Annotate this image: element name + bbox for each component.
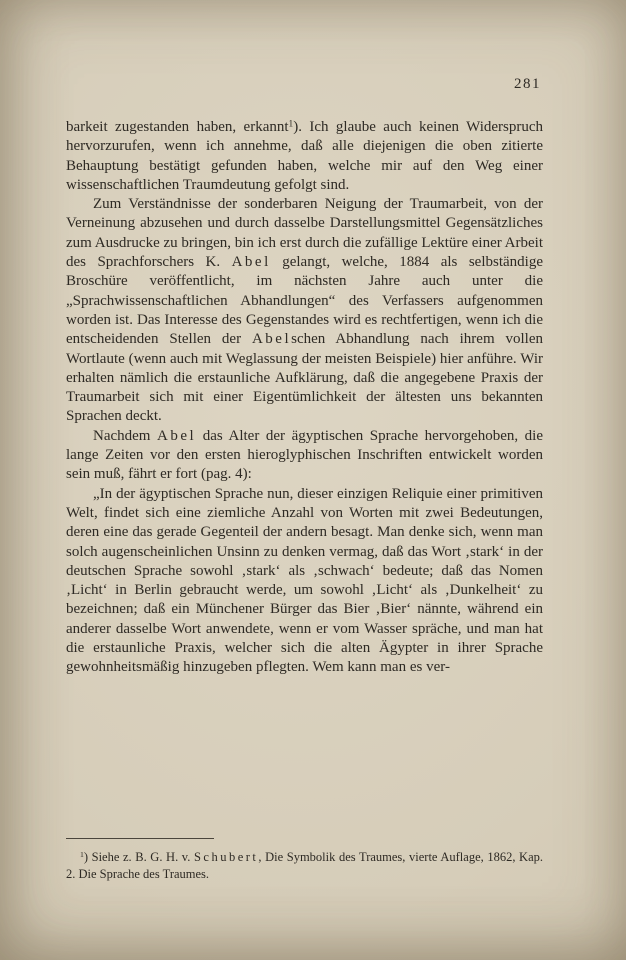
footnote-separator bbox=[66, 838, 214, 839]
text-run: ). Ich glaube auch keinen Widerspruch hervorzurufen, wenn ich annehme, daß alle diejenigen die oben zitierte Behauptung bestätigt gefunden haben, welche mir auf den Weg einer wissenschaftlichen Traumdeutung gefolgt sind. bbox=[66, 119, 544, 193]
footnote-marker: 1 bbox=[80, 850, 84, 860]
text-run: schen Abhandlung nach ihrem vollen Wortlaute (wenn auch mit Weglassung der meisten Beispiele) hier anführe. Wir erhalten nämlich die erstaunliche Aufklärung, daß die angegebene Praxis der Traumarbeit sich mit einer Eigentümlichkeit der ältesten uns bekannten Sprachen deckt. bbox=[66, 331, 543, 425]
text-run: Zum Verständnisse der sonderbaren Neigung der Traumarbeit, von der Verneinung abzusehen und durch dasselbe Darstellungsmittel Gegensätzliches zum Ausdrucke zu bringen, bin ich erst durch die zufällige Lektüre einer Arbeit des Sprachforschers K. bbox=[66, 196, 543, 271]
text-block bbox=[66, 118, 543, 678]
emphasized-text: Abel bbox=[251, 331, 292, 348]
emphasized-text: Schubert bbox=[193, 850, 259, 864]
paragraph bbox=[66, 195, 543, 427]
text-run: gelangt, welche, 1884 als selbständige Broschüre veröffentlicht, im nächsten Jahre auch unter die „Sprachwissenschaftlichen Abhandlungen“ des Verfassers aufgenommen worden ist. Das Interesse des Gegenstandes wird es rechtfertigen, wenn ich die entscheidenden Stellen der bbox=[66, 254, 543, 348]
text-run: das Alter der ägyptischen Sprache hervorgehoben, die lange Zeiten vor den ersten hieroglyphischen Inschriften entwickelt worden sein muß, fährt er fort (pag. 4): bbox=[66, 427, 543, 483]
paragraph bbox=[66, 427, 543, 485]
footnote-text bbox=[66, 849, 543, 882]
text-run: , Die Symbolik des Traumes, vierte Auflage, 1862, Kap. 2. Die Sprache des Traumes. bbox=[66, 850, 544, 881]
paragraph bbox=[66, 485, 543, 678]
footnote-marker: 1 bbox=[288, 119, 294, 130]
text-run: Nachdem bbox=[93, 427, 158, 444]
page-number: 281 bbox=[514, 76, 541, 92]
text-run: barkeit zugestanden haben, erkannt bbox=[66, 119, 289, 135]
emphasized-text: Abel bbox=[157, 427, 197, 444]
paragraph bbox=[66, 118, 543, 195]
text-run: „In der ägyptischen Sprache nun, dieser einzigen Reliquie einer primitiven Welt, findet sich eine ziemliche Anzahl von Worten mit zwei Bedeutungen, deren eine das gerade Gegenteil der andern besagt. Man denke sich, wenn man solch augenscheinlichen Unsinn zu denken vermag, daß das Wort ‚stark‘ in der deutschen Sprache sowohl ‚stark‘ als ‚schwach‘ bedeute; daß das Nomen ‚Licht‘ in Berlin gebraucht werde, um sowohl ‚Licht‘ als ‚Dunkelheit‘ zu bezeichnen; daß ein Münchener Bürger das Bier ‚Bier‘ nännte, während ein anderer dasselbe Wort anwendete, wenn er vom Wasser spräche, und man hat die erstaunliche Praxis, welcher sich die alten Ägypter in ihrer Sprache gewohnheitsmäßig hinzugeben pflegten. Wem kann man es ver- bbox=[66, 485, 543, 676]
text-run: ) Siehe z. B. G. H. v. bbox=[83, 850, 194, 864]
emphasized-text: Abel bbox=[231, 254, 271, 271]
